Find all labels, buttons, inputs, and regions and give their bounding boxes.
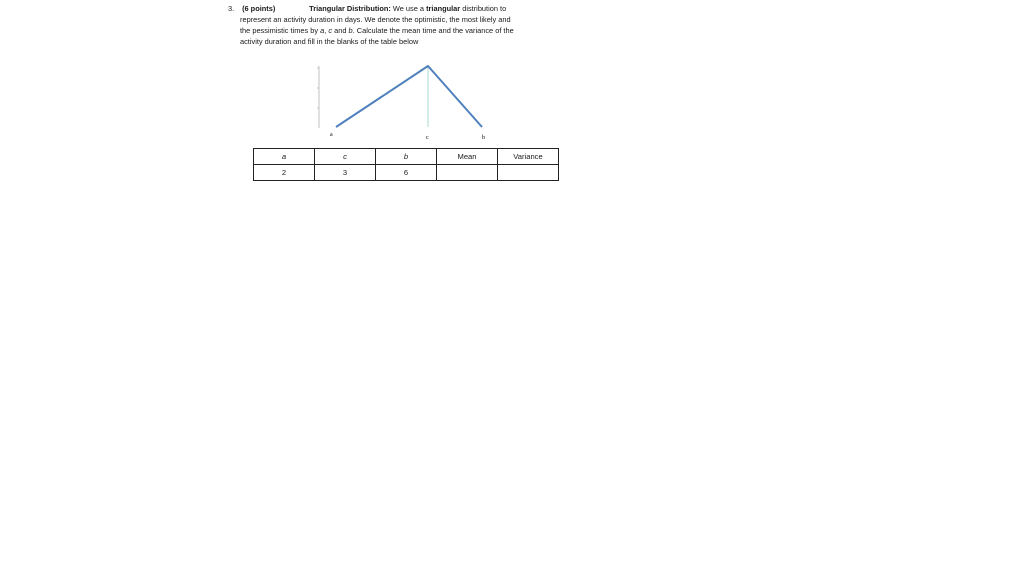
table-row xyxy=(254,165,559,181)
line1-bold: triangular xyxy=(426,4,461,13)
label-b: b xyxy=(482,135,485,141)
sep-comma: , xyxy=(324,26,327,35)
problem-line-4: activity duration and fill in the blanks of the table below xyxy=(240,37,419,46)
cell-mean-blank[interactable] xyxy=(437,165,498,181)
var-b-text: b xyxy=(348,26,353,35)
header-mean: Mean xyxy=(437,149,498,165)
cell-c: 3 xyxy=(315,165,376,181)
header-c: c xyxy=(315,149,376,165)
header-b: b xyxy=(376,149,437,165)
var-c-text: c xyxy=(328,26,333,35)
problem-title: Triangular Distribution: xyxy=(309,4,391,13)
triangular-distribution-diagram xyxy=(312,60,512,145)
header-a: a xyxy=(254,149,315,165)
values-table xyxy=(253,148,559,181)
label-c: c xyxy=(426,135,429,141)
diagram-svg xyxy=(312,60,512,145)
problem-number: 3. xyxy=(228,4,235,13)
line3-pre: the pessimistic times by xyxy=(240,26,319,35)
problem-line-3 xyxy=(240,26,514,36)
triangle-density-line xyxy=(336,66,482,127)
cell-a: 2 xyxy=(254,165,315,181)
line3-post: . Calculate the mean time and the variance of the xyxy=(352,26,514,35)
line1-post: distribution to xyxy=(462,4,507,13)
problem-points: (6 points) xyxy=(242,4,276,13)
cell-variance-blank[interactable] xyxy=(498,165,559,181)
table-header-row xyxy=(254,149,559,165)
header-variance: Variance xyxy=(498,149,559,165)
cell-b: 6 xyxy=(376,165,437,181)
problem-line-2: represent an activity duration in days. We denote the optimistic, the most likely and xyxy=(240,15,511,24)
line1-pre: We use a xyxy=(392,4,424,13)
label-a: a xyxy=(330,132,333,138)
var-a-text: a xyxy=(320,26,325,35)
sep-and: and xyxy=(334,26,347,35)
problem-line-1 xyxy=(228,4,506,14)
